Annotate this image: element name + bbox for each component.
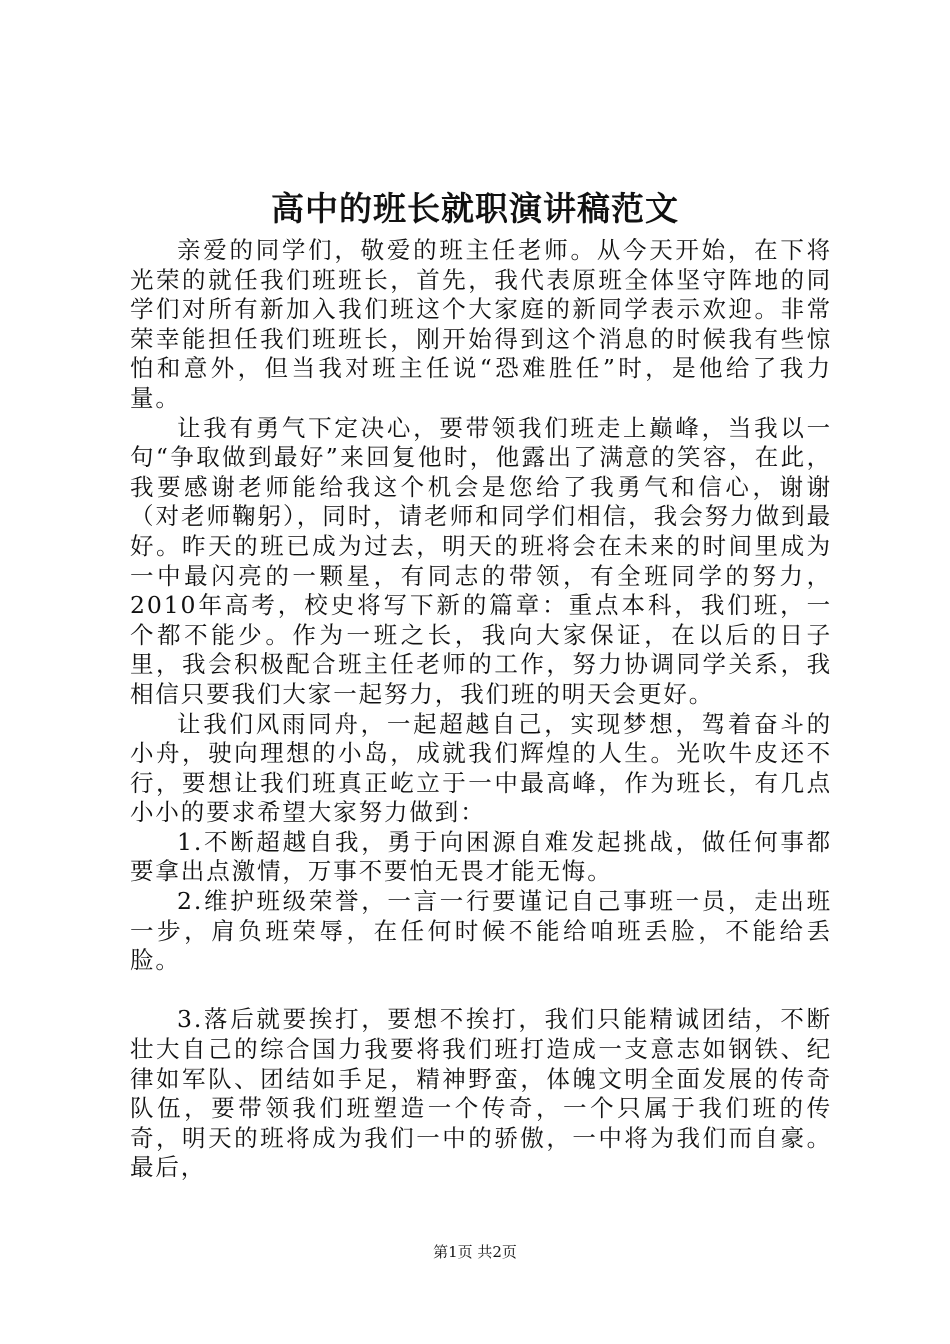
list-item-3: 3.落后就要挨打，要想不挨打，我们只能精诚团结，不断壮大自己的综合国力我要将我们班打造成一支意志如钢铁、纪律如军队、团结如手足，精神野蛮，体魄文明全面发展的传奇队伍，要带领我们班塑造一个传奇，一个只属于我们班的传奇，明天的班将成为我们一中的骄傲，一中将为我们而自豪。最后， bbox=[130, 1005, 832, 1182]
paragraph-2: 让我有勇气下定决心，要带领我们班走上巅峰，当我以一句“争取做到最好”来回复他时，他露出了满意的笑容，在此，我要感谢老师能给我这个机会是您给了我勇气和信心，谢谢（对老师鞠躬），同时，请老师和同学们相信，我会努力做到最好。昨天的班已成为过去，明天的班将会在未来的时间里成为一中最闪亮的一颗星，有同志的带领，有全班同学的努力，2010年高考，校史将写下新的篇章：重点本科，我们班，一个都不能少。作为一班之长，我向大家保证，在以后的日子里，我会积极配合班主任老师的工作，努力协调同学关系，我相信只要我们大家一起努力，我们班的明天会更好。 bbox=[130, 413, 832, 708]
page-number-footer: 第1页 共2页 bbox=[433, 1243, 517, 1261]
document-body bbox=[130, 236, 832, 1183]
paragraph-3: 让我们风雨同舟，一起超越自己，实现梦想，驾着奋斗的小舟，驶向理想的小岛，成就我们辉煌的人生。光吹牛皮还不行，要想让我们班真正屹立于一中最高峰，作为班长，有几点小小的要求希望大家努力做到： bbox=[130, 709, 832, 827]
document-title: 高中的班长就职演讲稿范文 bbox=[271, 189, 679, 228]
list-item-2: 2.维护班级荣誉，一言一行要谨记自己事班一员，走出班一步，肩负班荣辱，在任何时候不能给咱班丢脸，不能给丢脸。 bbox=[130, 887, 832, 975]
list-item-1: 1.不断超越自我，勇于向困源自难发起挑战，做任何事都要拿出点激情，万事不要怕无畏才能无悔。 bbox=[130, 827, 832, 886]
paragraph-1: 亲爱的同学们，敬爱的班主任老师。从今天开始，在下将光荣的就任我们班班长，首先，我代表原班全体坚守阵地的同学们对所有新加入我们班这个大家庭的新同学表示欢迎。非常荣幸能担任我们班班长，刚开始得到这个消息的时候我有些惊怕和意外，但当我对班主任说“恐难胜任”时，是他给了我力量。 bbox=[130, 236, 832, 412]
